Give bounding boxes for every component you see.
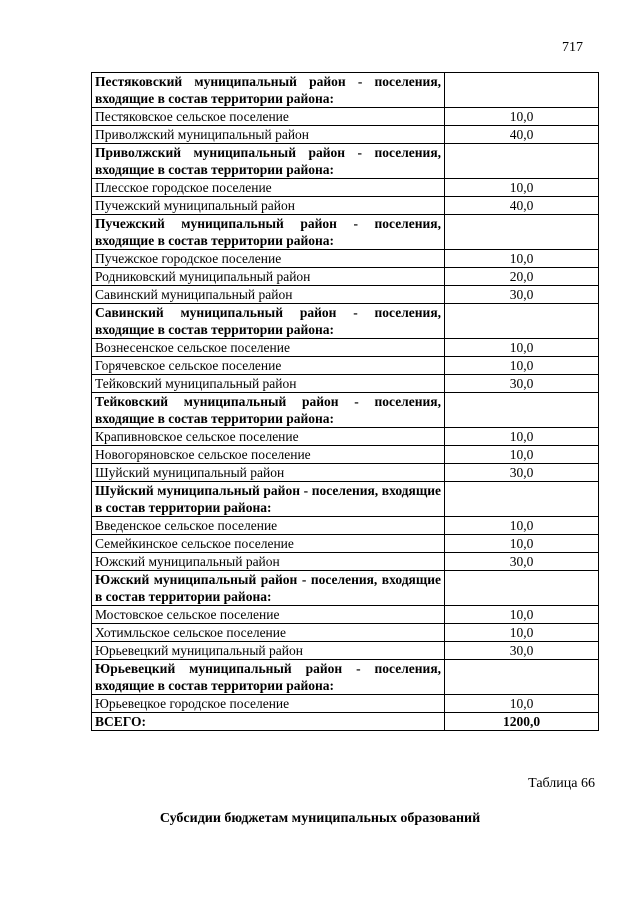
subsidy-amount — [445, 660, 599, 695]
total-value: 1200,0 — [445, 713, 599, 731]
subsidy-amount — [445, 482, 599, 517]
municipality-name: Родниковский муниципальный район — [92, 268, 445, 286]
municipality-name: Введенское сельское поселение — [92, 517, 445, 535]
table-row — [92, 464, 599, 482]
municipality-name: Юрьевецкий муниципальный район — [92, 642, 445, 660]
table-row — [92, 197, 599, 215]
municipality-name: Пестяковский муниципальный район - поселения, входящие в состав территории района: — [92, 73, 445, 108]
subsidy-amount: 10,0 — [445, 606, 599, 624]
table-section-header-row — [92, 144, 599, 179]
municipality-name: Пучежское городское поселение — [92, 250, 445, 268]
subsidy-amount — [445, 304, 599, 339]
subsidy-amount: 30,0 — [445, 464, 599, 482]
table-section-header-row — [92, 571, 599, 606]
table-section-header-row — [92, 482, 599, 517]
subsidy-amount: 10,0 — [445, 535, 599, 553]
subsidy-amount: 10,0 — [445, 695, 599, 713]
table-section-header-row — [92, 393, 599, 428]
table-total-row — [92, 713, 599, 731]
subsidy-amount: 10,0 — [445, 179, 599, 197]
subsidy-amount: 30,0 — [445, 286, 599, 304]
subsidy-amount: 30,0 — [445, 642, 599, 660]
subsidy-amount — [445, 215, 599, 250]
table-row — [92, 126, 599, 144]
subsidy-amount: 10,0 — [445, 428, 599, 446]
subsidy-amount — [445, 393, 599, 428]
subsidy-amount: 30,0 — [445, 375, 599, 393]
table-body — [92, 73, 599, 731]
municipality-name: Крапивновское сельское поселение — [92, 428, 445, 446]
municipality-name: Шуйский муниципальный район - поселения, входящие в состав территории района: — [92, 482, 445, 517]
municipality-name: Пучежский муниципальный район — [92, 197, 445, 215]
municipality-name: Юрьевецкий муниципальный район - поселения, входящие в состав территории района: — [92, 660, 445, 695]
table-row — [92, 428, 599, 446]
table-row — [92, 250, 599, 268]
subsidy-amount: 40,0 — [445, 126, 599, 144]
subsidy-amount: 10,0 — [445, 357, 599, 375]
table-row — [92, 357, 599, 375]
table-row — [92, 624, 599, 642]
table-section-header-row — [92, 660, 599, 695]
table-row — [92, 375, 599, 393]
subsidy-amount: 10,0 — [445, 517, 599, 535]
subsidy-table — [91, 72, 599, 731]
table-row — [92, 268, 599, 286]
subsidy-amount: 10,0 — [445, 624, 599, 642]
municipality-name: Плесское городское поселение — [92, 179, 445, 197]
municipality-name: Южский муниципальный район - поселения, входящие в состав территории района: — [92, 571, 445, 606]
table-section-header-row — [92, 215, 599, 250]
table-row — [92, 553, 599, 571]
municipality-name: Юрьевецкое городское поселение — [92, 695, 445, 713]
table-row — [92, 286, 599, 304]
table-row — [92, 695, 599, 713]
municipality-name: Шуйский муниципальный район — [92, 464, 445, 482]
subsidy-amount: 10,0 — [445, 250, 599, 268]
table-row — [92, 446, 599, 464]
table-row — [92, 108, 599, 126]
subsidy-amount — [445, 73, 599, 108]
municipality-name: Южский муниципальный район — [92, 553, 445, 571]
municipality-name: Савинский муниципальный район - поселения, входящие в состав территории района: — [92, 304, 445, 339]
municipality-name: Семейкинское сельское поселение — [92, 535, 445, 553]
municipality-name: Вознесенское сельское поселение — [92, 339, 445, 357]
subsidy-amount: 40,0 — [445, 197, 599, 215]
municipality-name: Пучежский муниципальный район - поселения, входящие в состав территории района: — [92, 215, 445, 250]
table-row — [92, 606, 599, 624]
subsidy-amount: 10,0 — [445, 339, 599, 357]
total-label: ВСЕГО: — [92, 713, 445, 731]
municipality-name: Савинский муниципальный район — [92, 286, 445, 304]
page-number: 717 — [562, 40, 583, 55]
table-row — [92, 517, 599, 535]
municipality-name: Хотимльское сельское поселение — [92, 624, 445, 642]
table-section-header-row — [92, 304, 599, 339]
subsidy-amount — [445, 144, 599, 179]
table-row — [92, 339, 599, 357]
municipality-name: Горячевское сельское поселение — [92, 357, 445, 375]
municipality-name: Тейковский муниципальный район — [92, 375, 445, 393]
subsidy-amount: 30,0 — [445, 553, 599, 571]
table-row — [92, 535, 599, 553]
subsidy-amount: 20,0 — [445, 268, 599, 286]
subsidy-amount — [445, 571, 599, 606]
municipality-name: Новогоряновское сельское поселение — [92, 446, 445, 464]
table-section-header-row — [92, 73, 599, 108]
table-row — [92, 179, 599, 197]
subsidy-amount: 10,0 — [445, 108, 599, 126]
section-title: Субсидии бюджетам муниципальных образований — [159, 811, 481, 826]
municipality-name: Пестяковское сельское поселение — [92, 108, 445, 126]
subsidy-amount: 10,0 — [445, 446, 599, 464]
municipality-name: Приволжский муниципальный район - поселения, входящие в состав территории района: — [92, 144, 445, 179]
table-caption: Таблица 66 — [528, 776, 595, 791]
municipality-name: Тейковский муниципальный район - поселения, входящие в состав территории района: — [92, 393, 445, 428]
municipality-name: Мостовское сельское поселение — [92, 606, 445, 624]
municipality-name: Приволжский муниципальный район — [92, 126, 445, 144]
table-row — [92, 642, 599, 660]
